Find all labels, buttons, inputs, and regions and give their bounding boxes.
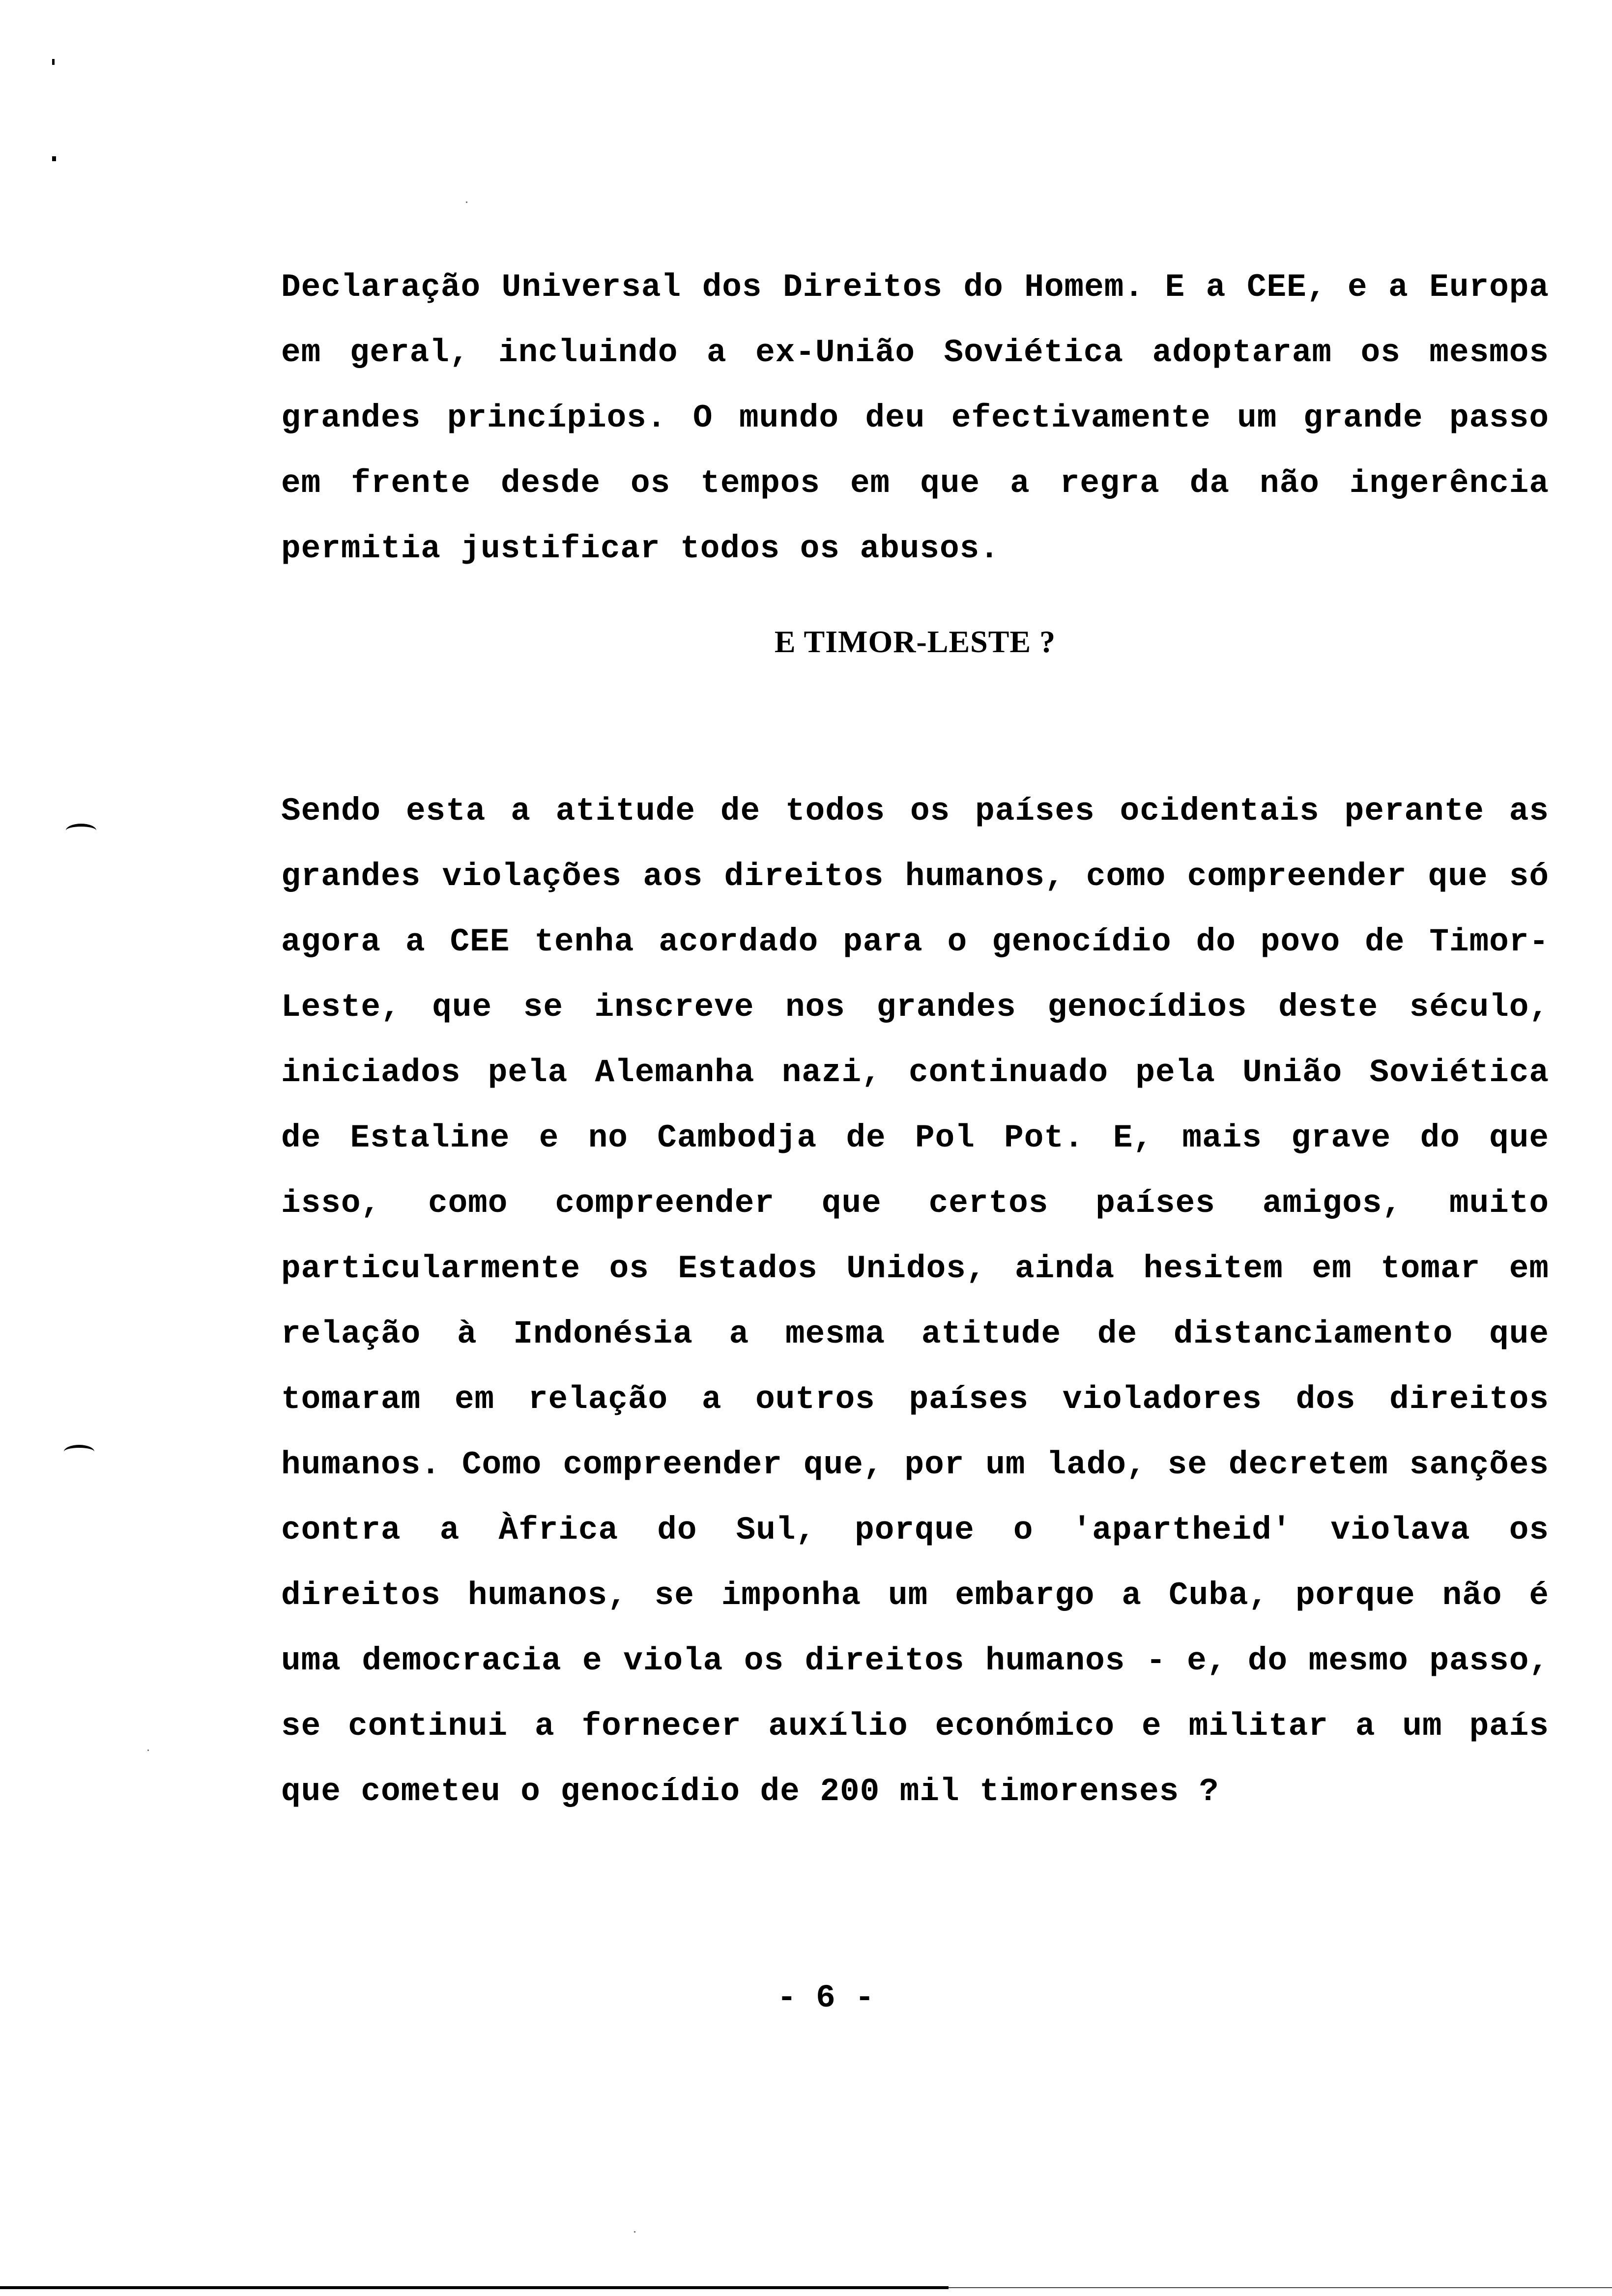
section-heading-text: E TIMOR-LESTE ? [774, 624, 1056, 659]
punch-hole-mark [66, 824, 96, 837]
body-paragraph-2: Sendo esta a atitude de todos os países ocidentais perante as grandes violações aos direitos humanos, como compreender que só agora a CEE tenha acordado para o genocídio do povo de Timor-Leste, que se inscreve nos grandes genocídios deste século, iniciados pela Alemanha nazi, continuado pela União Soviética de Estaline e no Cambodja de Pol Pot. E, mais grave do que isso, como compreender que certos países amigos, muito particularmente os Estados Unidos, ainda hesitem em tomar em relação à Indonésia a mesma atitude de distanciamento que tomaram em relação a outros países violadores dos direitos humanos. Como compreender que, por um lado, se decretem sanções contra a Àfrica do Sul, porque o 'apartheid' violava os direitos humanos, se imponha um embargo a Cuba, porque não é uma democracia e viola os direitos humanos - e, do mesmo passo, se continui a fornecer auxílio económico e militar a um país que cometeu o genocídio de 200 mil timorenses ? [281, 793, 1549, 1810]
scan-edge-line [949, 2287, 1612, 2288]
body-paragraph-1: Declaração Universal dos Direitos do Homem. E a CEE, e a Europa em geral, incluindo a ex-União Soviética adoptaram os mesmos grandes princípios. O mundo deu efectivamente um grande passo em frente desde os tempos em que a regra da não ingerência permitia justificar todos os abusos. [281, 269, 1549, 567]
scan-edge-line [0, 2286, 949, 2289]
section-heading [281, 617, 1549, 669]
scan-speck [52, 59, 55, 65]
scan-speck [52, 156, 56, 161]
scan-speck [634, 2231, 635, 2233]
scan-speck [147, 1750, 149, 1751]
page-number: - 6 - [777, 1980, 875, 2016]
scan-speck [466, 201, 467, 203]
punch-hole-mark [64, 1445, 94, 1459]
